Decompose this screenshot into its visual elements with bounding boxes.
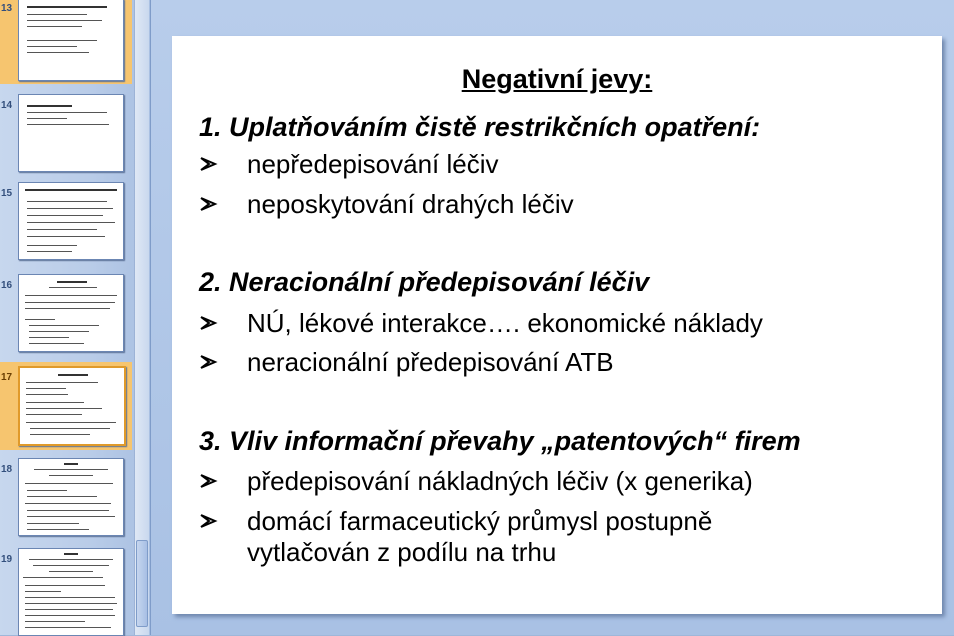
slide-number: 16 <box>1 280 13 291</box>
slide-thumbnail[interactable] <box>18 0 124 81</box>
arrow-bullet-icon <box>199 466 219 496</box>
thumbnail-row-14[interactable] <box>0 92 132 172</box>
bullet-text: předepisování nákladných léčiv (x generika) <box>247 466 753 496</box>
bullet-text: NÚ, lékové interakce…. ekonomické náklady <box>247 308 763 338</box>
thumbnail-row-15[interactable] <box>0 180 132 260</box>
bullet-text: neposkytování drahých léčiv <box>247 189 574 219</box>
slide-thumbnail-selected[interactable] <box>18 366 126 446</box>
slide-number: 13 <box>1 3 13 14</box>
bullet-text: vytlačován z podílu na trhu <box>247 537 557 567</box>
bullet-text: nepředepisování léčiv <box>247 149 499 179</box>
arrow-bullet-icon <box>199 308 219 338</box>
slide-thumbnail-pane[interactable] <box>0 0 151 635</box>
slide-number: 14 <box>1 100 13 111</box>
slide-thumbnail[interactable] <box>18 94 124 172</box>
slide-thumbnail[interactable] <box>18 548 124 636</box>
bullet-text: neracionální předepisování ATB <box>247 347 614 377</box>
slide-number: 15 <box>1 188 13 199</box>
slide-title[interactable]: Negativní jevy: <box>461 64 653 94</box>
slide-canvas[interactable] <box>172 36 942 614</box>
section-heading-1[interactable]: 1. Uplatňováním čistě restrikčních opatření: <box>199 112 761 142</box>
thumbnail-row-17[interactable] <box>0 362 132 450</box>
slide-number: 18 <box>1 464 13 475</box>
arrow-bullet-icon <box>199 347 219 377</box>
slide-number: 19 <box>1 554 13 565</box>
slide-thumbnail[interactable] <box>18 182 124 260</box>
thumbnail-row-13[interactable] <box>0 0 132 84</box>
bullet-text: domácí farmaceutický průmysl postupně <box>247 506 713 536</box>
thumbnail-row-18[interactable] <box>0 456 132 540</box>
slide-number: 17 <box>1 372 13 383</box>
thumbnail-row-19[interactable] <box>0 546 132 635</box>
arrow-bullet-icon <box>199 506 219 536</box>
slide-thumbnail[interactable] <box>18 458 124 536</box>
scrollbar-thumb[interactable] <box>136 540 148 627</box>
slide-thumbnail[interactable] <box>18 274 124 352</box>
arrow-bullet-icon <box>199 149 219 179</box>
section-heading-3[interactable]: 3. Vliv informační převahy „patentových“ firem <box>199 426 801 456</box>
thumbnail-row-16[interactable] <box>0 270 132 354</box>
arrow-bullet-icon <box>199 189 219 219</box>
section-heading-2[interactable]: 2. Neracionální předepisování léčiv <box>199 267 650 297</box>
